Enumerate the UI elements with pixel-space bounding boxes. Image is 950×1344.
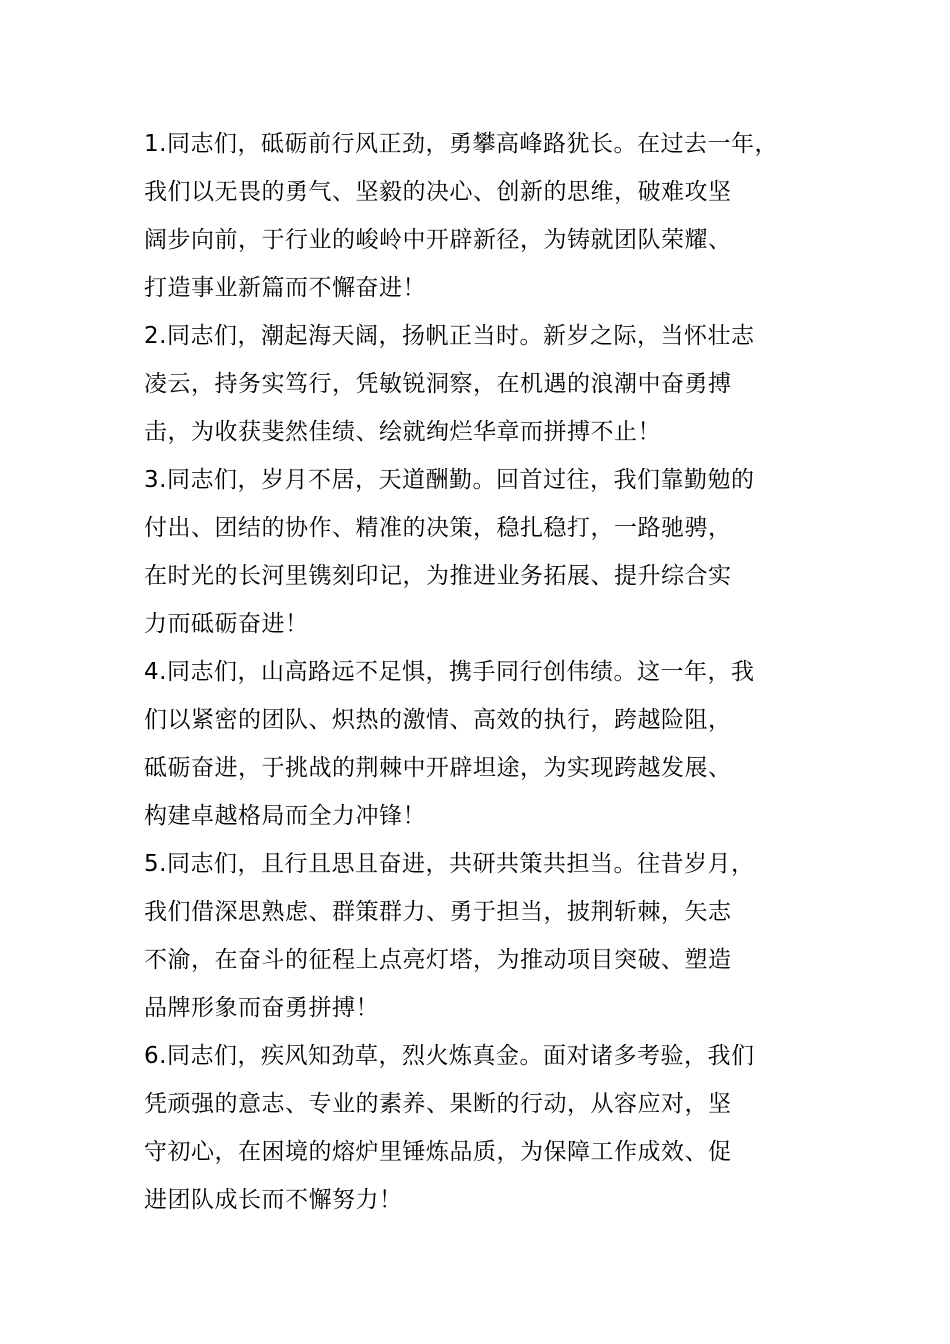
text-line: 砥砺奋进，于挑战的荆棘中开辟坦途，为实现跨越发展、	[144, 755, 732, 781]
text-line: 6.同志们，疾风知劲草，烈火炼真金。面对诸多考验，我们	[144, 1043, 755, 1069]
text-line: 击，为收获斐然佳绩、绘就绚烂华章而拼搏不止！	[144, 419, 661, 445]
text-line: 付出、团结的协作、精准的决策，稳扎稳打，一路驰骋，	[144, 515, 732, 541]
text-line: 我们借深思熟虑、群策群力、勇于担当，披荆斩棘，矢志	[144, 899, 732, 925]
text-line: 品牌形象而奋勇拼搏！	[144, 995, 379, 1021]
text-line: 们以紧密的团队、炽热的激情、高效的执行，跨越险阻，	[144, 707, 732, 733]
text-line: 4.同志们，山高路远不足惧，携手同行创伟绩。这一年，我	[144, 659, 755, 685]
text-line: 3.同志们，岁月不居，天道酬勤。回首过往，我们靠勤勉的	[144, 467, 755, 493]
text-line: 2.同志们，潮起海天阔，扬帆正当时。新岁之际，当怀壮志	[144, 323, 755, 349]
text-line: 1.同志们，砥砺前行风正劲，勇攀高峰路犹长。在过去一年，	[144, 131, 778, 157]
text-line: 力而砥砺奋进！	[144, 611, 309, 637]
text-line: 我们以无畏的勇气、坚毅的决心、创新的思维，破难攻坚	[144, 179, 732, 205]
paragraph-1	[144, 120, 814, 312]
paragraph-5	[144, 840, 814, 1032]
text-line: 5.同志们，且行且思且奋进，共研共策共担当。往昔岁月，	[144, 851, 755, 877]
text-line: 在时光的长河里镌刻印记，为推进业务拓展、提升综合实	[144, 563, 732, 589]
text-line: 构建卓越格局而全力冲锋！	[144, 803, 426, 829]
text-line: 凭顽强的意志、专业的素养、果断的行动，从容应对，坚	[144, 1091, 732, 1117]
text-line: 打造事业新篇而不懈奋进！	[144, 275, 426, 301]
text-line: 阔步向前，于行业的峻岭中开辟新径，为铸就团队荣耀、	[144, 227, 732, 253]
paragraph-3	[144, 456, 814, 648]
document-body	[144, 120, 814, 1224]
paragraph-2	[144, 312, 814, 456]
text-line: 不渝，在奋斗的征程上点亮灯塔，为推动项目突破、塑造	[144, 947, 732, 973]
text-line: 进团队成长而不懈努力！	[144, 1187, 403, 1213]
paragraph-6	[144, 1032, 814, 1224]
paragraph-4	[144, 648, 814, 840]
text-line: 凌云，持务实笃行，凭敏锐洞察，在机遇的浪潮中奋勇搏	[144, 371, 732, 397]
text-line: 守初心，在困境的熔炉里锤炼品质，为保障工作成效、促	[144, 1139, 732, 1165]
